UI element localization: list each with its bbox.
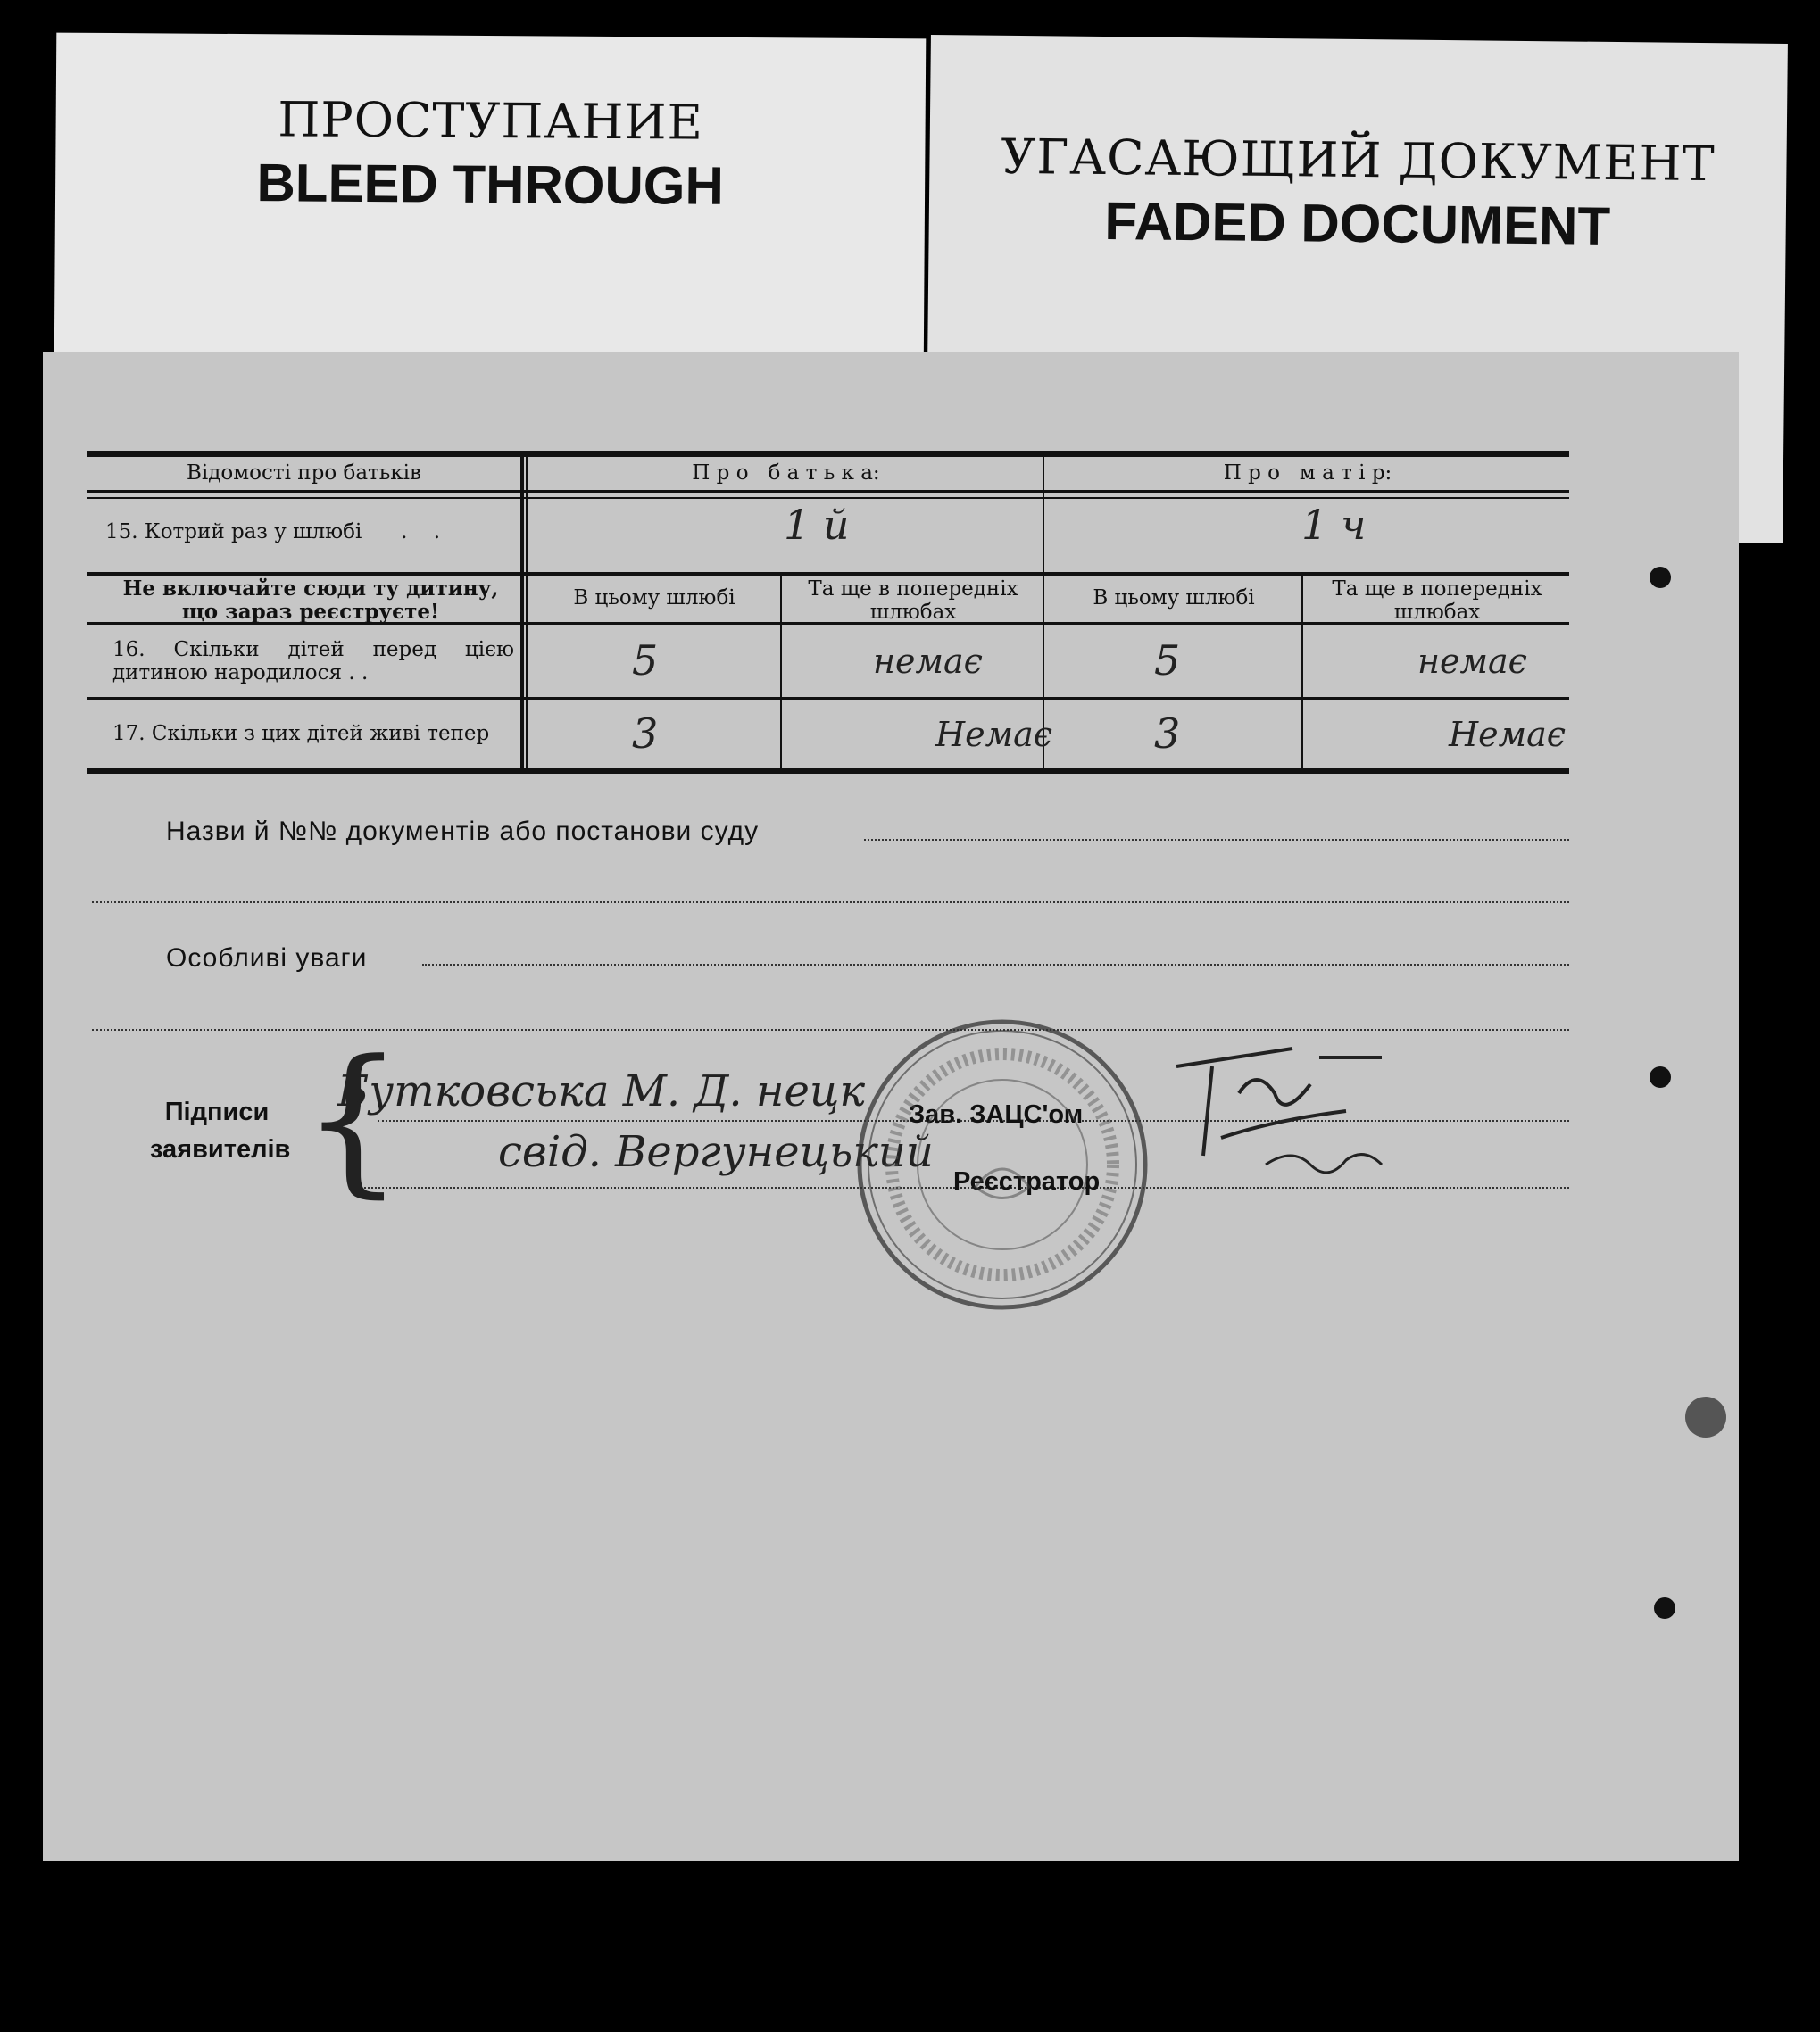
registrar-label: Реєстратор (953, 1167, 1101, 1196)
signatures-label: Підписи заявителів (150, 1098, 291, 1164)
punch-hole (1654, 1597, 1675, 1619)
header-mother: П р о м а т і р: (1223, 461, 1392, 485)
row16-mother-prev: немає (1417, 642, 1527, 681)
documents-dotted-line-2 (92, 901, 1569, 903)
document-sheet (43, 352, 1739, 1861)
signatures-brace: { (302, 1026, 404, 1213)
punch-hole (1650, 1066, 1671, 1088)
punch-hole (1685, 1397, 1726, 1438)
row17-label: 17. Скільки з цих дітей живі тепер (112, 722, 490, 745)
table-col-rule (526, 451, 528, 774)
row15-label: 15. Котрий раз у шлюбі . . (105, 520, 441, 543)
table-bottom-border (87, 768, 1569, 774)
card-ru-text: ПРОСТУПАНИЕ (278, 91, 704, 151)
header-col1: Відомості про батьків (187, 461, 421, 485)
row16-mother-this: 5 (1154, 636, 1181, 684)
table-rule (87, 490, 1569, 493)
card-en-text: BLEED THROUGH (256, 153, 725, 216)
row17-father-prev: Немає (935, 715, 1053, 754)
subheader-mother-prev: Та ще в попередніх шлюбах (1332, 577, 1542, 624)
table-rule (87, 572, 1569, 576)
table-rule (87, 497, 1569, 499)
row17-mother-this: 3 (1154, 709, 1181, 758)
subheader-father-this: В цьому шлюбі (573, 586, 735, 610)
row15-mother-value: 1 ч (1301, 501, 1367, 549)
row16-label: 16. Скільки дітей перед цією дитиною народилося . . (112, 638, 514, 684)
table-rule (87, 697, 1569, 700)
row17-father-this: 3 (632, 709, 659, 758)
documents-dotted-line (864, 839, 1569, 841)
card-en-text: FADED DOCUMENT (1104, 191, 1611, 256)
subheader-note: Не включайте сюди ту дитину, що зараз реєструєте! (122, 576, 499, 624)
card-ru-text: УГАСАЮЩИЙ ДОКУМЕНТ (1001, 128, 1716, 193)
zags-head-label: Зав. ЗАЦС'ом (909, 1100, 1084, 1129)
table-top-border (87, 451, 1569, 457)
official-seal (851, 1013, 1154, 1316)
subheader-father-prev: Та ще в попередніх шлюбах (808, 577, 1018, 624)
table-col-rule (1301, 576, 1303, 774)
applicant-signature-2: свід. Вергунецький (498, 1127, 934, 1177)
row17-mother-prev: Немає (1449, 715, 1567, 754)
official-signature (1159, 1040, 1426, 1200)
row16-father-prev: немає (873, 642, 983, 681)
remarks-label: Особливі уваги (166, 943, 368, 973)
bleed-through-card (54, 33, 927, 374)
punch-hole (1650, 567, 1671, 588)
header-father: П р о б а т ь к а: (692, 461, 880, 485)
documents-label: Назви й №№ документів або постанови суду (166, 817, 760, 846)
applicant-signature-1: Бутковська М. Д. нецк (337, 1066, 866, 1116)
row16-father-this: 5 (632, 636, 659, 684)
row15-father-value: 1 й (784, 501, 850, 549)
subheader-mother-this: В цьому шлюбі (1093, 586, 1255, 610)
table-col-rule (780, 576, 782, 774)
parents-table (87, 451, 1569, 775)
remarks-dotted-line (422, 964, 1569, 966)
